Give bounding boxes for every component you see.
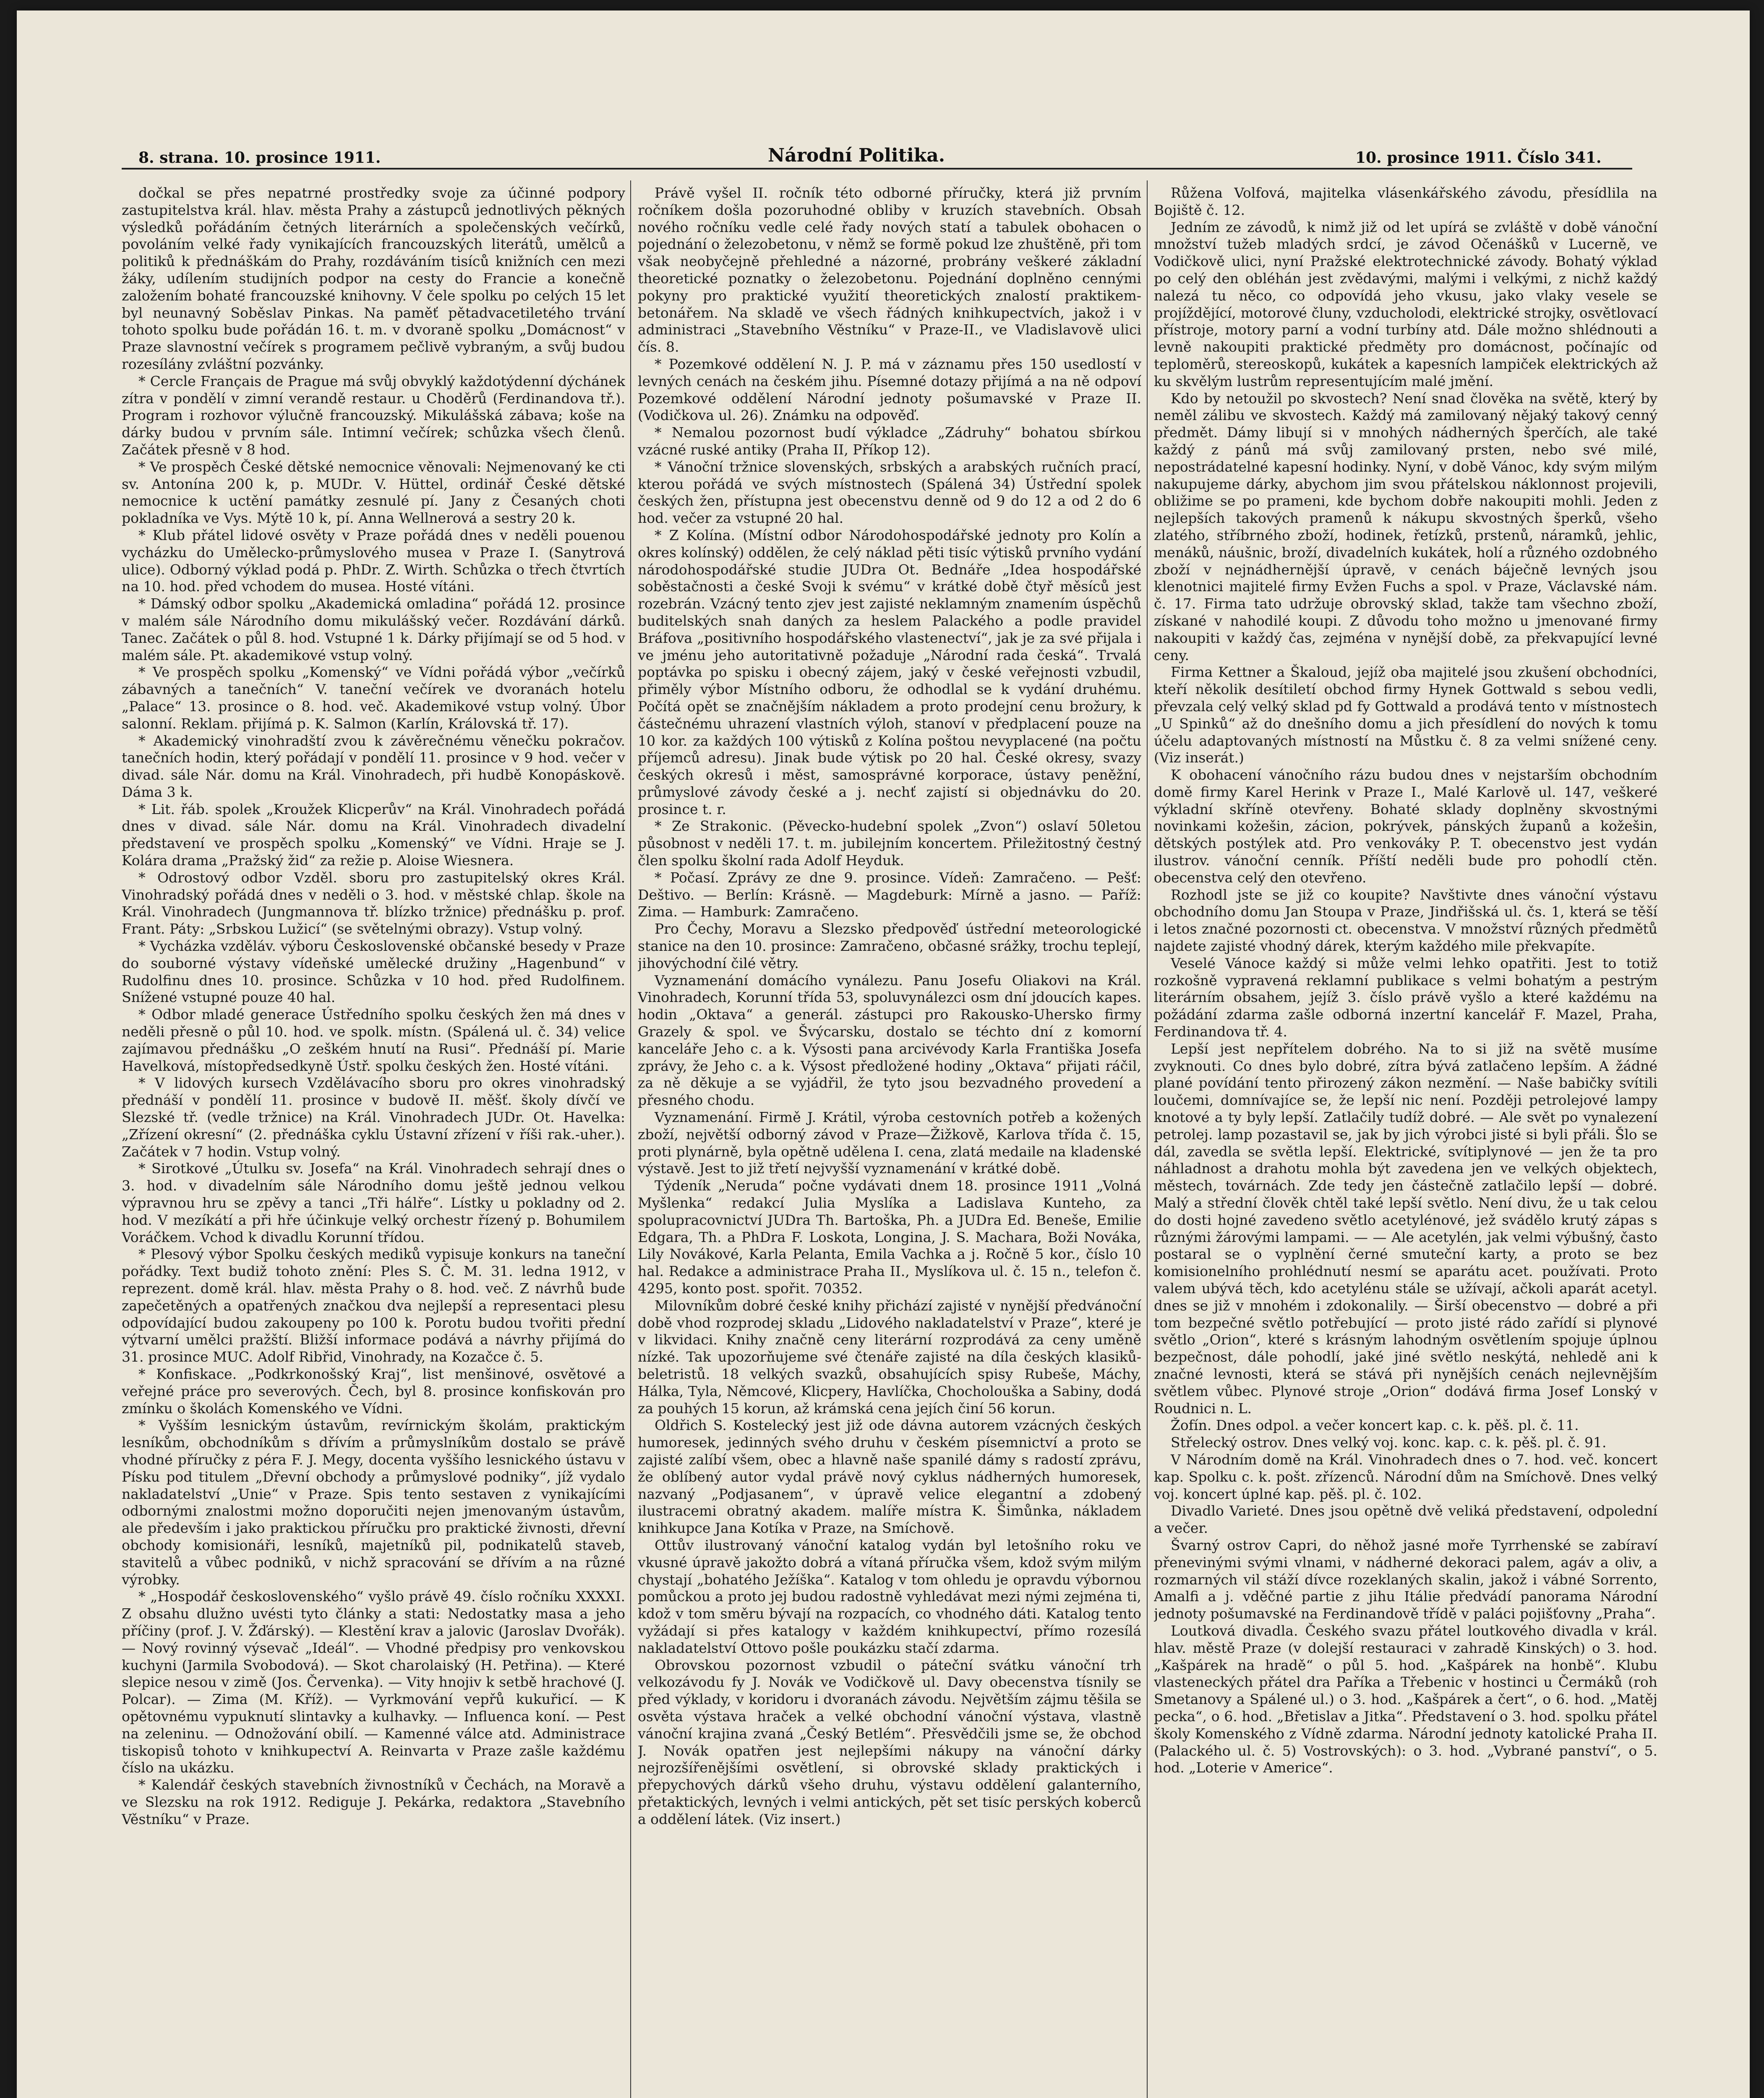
article-paragraph: Oldřich S. Kostelecký jest již ode dávna autorem vzácných českých humoresek, jedinných svého druhu v českém písemnictví a proto se zajisté zalíbí všem, obec a hlavně naše spanilé dámy s radostí zprávu, že oblíbený autor vydal právě nový cyklus nádherných humoresek, nazvaný „Podjasanem“, v úpravě velice elegantní a zdobený ilustracemi obratný akadem. malíře místra K. Šimůnka, nákladem knihkupce Jana Kotíka v Praze, na Smíchově.: [638, 1417, 1141, 1537]
article-paragraph: Veselé Vánoce každý si může velmi lehko opatřiti. Jest to totiž rozkošně vypravená reklamní publikace s velmi bohatým a pestrým literárním obsahem, jejíž 3. číslo právě vyšlo a které každému na požádání zdarma zašle odborná inzertní kancelář F. Mazel, Praha, Ferdinandova tř. 4.: [1154, 955, 1657, 1040]
article-paragraph: V Národním domě na Král. Vinohradech dnes o 7. hod. več. koncert kap. Spolku c. k. pošt. zřízenců. Národní dům na Smíchově. Dnes velký voj. koncert úplné kap. pěš. pl. č. 102.: [1154, 1451, 1657, 1502]
column-divider: [630, 180, 631, 2098]
article-paragraph: Vyznamenání. Firmě J. Krátil, výroba cestovních potřeb a kožených zboží, největší odborný závod v Praze—Žižkově, Karlova třída č. 15, proti plynárně, byla opětně udělena I. cena, zlatá medaile na kladenské výstavě. Jest to již třetí nejvyšší vyznamenání v krátké době.: [638, 1109, 1141, 1177]
article-paragraph: Milovníkům dobré české knihy přichází zajisté v nynější předvánoční době vhod rozprodej skladu „Lidového nakladatelství v Praze“, které je v likvidaci. Knihy značně ceny literární rozprodává za ceny uměně nízké. Tak upozorňujeme své čtenáře zajisté na díla českých klasiků-beletristů. 18 velkých svazků, obsahujících spisy Rubeše, Máchy, Hálka, Tyla, Němcové, Klicpery, Havlíčka, Chocholouška a Sabiny, dodá za pouhých 15 korun, až krámská cena jejích činí 56 korun.: [638, 1297, 1141, 1417]
article-paragraph: * Lit. řáb. spolek „Kroužek Klicperův“ na Král. Vinohradech pořádá dnes v divad. sále Nár. domu na Král. Vinohradech divadelní představení ve prospěch spolku „Komenský“ ve Vídni. Hraje se J. Kolára drama „Pražský žid“ za režie p. Aloise Wiesnera.: [122, 801, 625, 869]
article-paragraph: * V lidových kursech Vzdělávacího sboru pro okres vinohradský přednáší v pondělí 11. prosince v budově II. měšť. školy dívčí ve Slezské tř. (vedle tržnice) na Král. Vinohradech JUDr. Ot. Havelka: „Zřízení okresní“ (2. přednáška cyklu Ústavní zřízení v říši rak.-uher.). Začátek v 7 hodin. Vstup volný.: [122, 1075, 625, 1160]
article-paragraph: * Konfiskace. „Podkrkonošský Kraj“, list menšinové, osvětové a veřejné práce pro severových. Čech, byl 8. prosince konfiskován pro zmínku o školách Komenského ve Vídni.: [122, 1365, 625, 1417]
article-paragraph: * Nemalou pozornost budí výkladce „Zádruhy“ bohatou sbírkou vzácné ruské antiky (Praha II, Příkop 12).: [638, 424, 1141, 458]
newspaper-title: Národní Politika.: [768, 145, 945, 166]
article-paragraph: Lepší jest nepřítelem dobrého. Na to si již na světě musíme zvyknouti. Co dnes bylo dobré, zítra bývá zatlačeno lepším. A žádné plané povídání tento přirozený zákon nezmění. — Naše babičky svítili loučemi, domnívajíce se, že lepší nic není. Později petrolejové lampy knotové a ty byly lepší. Zatlačily tudíž dobré. — Ale svět po vynalezení petrolej. lamp pozastavil se, jak by jich výrobci jisté si byli přáli. Šlo se dál, zavedla se světla lepší. Elektrické, svítiplynové — jen že ta pro náhladnost a drahotu mohla být zavedena jen ve velkých objektech, městech, továrnách. Zde tedy jen částečně zatlačilo lepší — dobré. Malý a střední člověk chtěl také lepší světlo. Není divu, že u tak celou do dosti hojné zavedeno světlo acetylénové, jež svádělo krutý zápas s různými žárovými lampami. — — Ale acetylén, jak velmi výbušný, často postaral se o vyplnění černé smuteční karty, a proto se bez komisionelního prohlédnutí nesmí se aparátu acet. používati. Proto valem ubývá těch, kdo acetylénu stále se užívají, ačkoli aparát acetyl. dnes se již v mnohém i zdokonalily. — Širší obecenstvo — dobré a při tom bezpečné světlo potřebující — proto jisté rádo zařídí si plynové světlo „Orion“, které s krásným lahodným osvětlením spojuje úplnou bezpečnost, dále pohodlí, jaké jiné světlo neskýtá, nehledě ani k značné levnosti, která se stává při nynějších cenách nejlevnějším světlem vůbec. Plynové stroje „Orion“ dodává firma Josef Lonský v Roudnici n. L.: [1154, 1040, 1657, 1417]
article-paragraph: Švarný ostrov Capri, do něhož jasné moře Tyrrhenské se zabíraví přenevinými svými vlnami, v nádherné dekoraci palem, agáv a oliv, a rozmarných vil stáží dívce rozeklaných skalin, jakož i vábné Sorrento, Amalfi a j. vděčné partie z jihu Itálie předvádí panorama Národní jednoty pošumavské na Ferdinandově třídě v paláci pojišťovny „Praha“.: [1154, 1537, 1657, 1622]
article-paragraph: * Ve prospěch České dětské nemocnice věnovali: Nejmenovaný ke cti sv. Antonína 200 k, p. MUDr. V. Hüttel, ordinář České dětské nemocnice k uctění památky zesnulé pí. Jany z Česaných choti pokladníka ve Vys. Mýtě 10 k, pí. Anna Wellnerová a sestry 20 k.: [122, 458, 625, 527]
article-paragraph: Střelecký ostrov. Dnes velký voj. konc. kap. c. k. pěš. pl. č. 91.: [1171, 1434, 1607, 1451]
article-paragraph: * Sirotkové „Útulku sv. Josefa“ na Král. Vinohradech sehrají dnes o 3. hod. v divadelním sále Národního domu ještě jednou velkou výpravnou hru se zpěvy a tanci „Tři hálře“. Lístky u pokladny od 2. hod. V mezíkátí a při hře účinkuje velký orchestr řízený p. Bohumilem Voráčkem. Vchod k divadlu Korunní třídou.: [122, 1160, 625, 1245]
column-divider: [1147, 180, 1148, 2098]
article-paragraph: * Klub přátel lidové osvěty v Praze pořádá dnes v neděli pouenou vycházku do Umělecko-průmyslového musea v Praze I. (Sanytrová ulice). Odborný výklad podá p. PhDr. Z. Wirth. Schůzka o třech čtvrtích na 10. hod. před vchodem do musea. Hosté vítáni.: [122, 527, 625, 595]
column-middle: [638, 185, 1141, 2098]
article-paragraph: * Vycházka vzděláv. výboru Československé občanské besedy v Praze do souborné výstavy vídeňské umělecké družiny „Hagenbund“ v Rudolfinu dnes 10. prosince. Schůzka v 10 hod. před Rudolfinem. Snížené vstupné pouze 40 hal.: [122, 938, 625, 1006]
article-paragraph: * Vánoční tržnice slovenských, srbských a arabských ručních prací, kterou pořádá ve svých místnostech (Spálená 34) Ústřední spolek českých žen, přístupna jest obecenstvu denně od 9 do 12 a od 2 do 6 hod. večer za vstupné 20 hal.: [638, 458, 1141, 527]
article-paragraph: K obohacení vánočního rázu budou dnes v nejstarším obchodním domě firmy Karel Herink v Praze I., Malé Karlově ul. 147, veškeré výkladní skříně otevřeny. Bohaté sklady doplněny skvostnými novinkami kožešin, zácion, pokrývek, pánských županů a kožešin, dětských postýlek atd. Pro venkováky P. T. obecenstvo jest vydán ilustrov. vánoční cenník. Příští neděli bude pro pohodlí ctěn. obecenstva celý den otevřeno.: [1154, 767, 1657, 886]
column-right: [1154, 185, 1657, 2098]
article-paragraph: Právě vyšel II. ročník této odborné příručky, která již prvním ročníkem došla pozoruhodné obliby v kruzích stavebních. Obsah nového ročníku vedle celé řady nových statí a tabulek obohacen o pojednání o železobetonu, v němž se formě pokud lze zhuštěně, při tom však neobyčejně přehledné a názorné, probrány veškeré základní theoretické poznatky o železobetonu. Pojednání doplněno cennými pokyny pro praktické využití theoretických znalostí praktikem-betonářem. Na skladě ve všech řádných knihkupectvích, jakož i v administraci „Stavebního Věstníku“ v Praze-II., ve Vladislavově ulici čís. 8.: [638, 185, 1141, 355]
article-paragraph: * Ve prospěch spolku „Komenský“ ve Vídni pořádá výbor „večírků zábavných a tanečních“ V. taneční večírek ve dvoranách hotelu „Palace“ 13. prosince o 8. hod. več. Akademikové vstup volný. Úbor salonní. Reklam. přijímá p. K. Salmon (Karlín, Královská tř. 17).: [122, 664, 625, 732]
article-paragraph: * Počasí. Zprávy ze dne 9. prosince. Vídeň: Zamračeno. — Pešť: Deštivo. — Berlín: Krásně. — Magdeburk: Mírně a jasno. — Paříž: Zima. — Hamburk: Zamračeno.: [638, 869, 1141, 920]
article-paragraph: * Cercle Français de Prague má svůj obvyklý každotýdenní dýchánek zítra v pondělí v zimní verandě restaur. u Choděrů (Ferdinandova tř.). Program i rozhovor výlučně francouzský. Mikulášská zábava; koše na dárky budou v prvním sále. Intimní večírek; schůzka všech členů. Začátek přesně v 8 hod.: [122, 373, 625, 458]
article-paragraph: * Dámský odbor spolku „Akademická omladina“ pořádá 12. prosince v malém sále Národního domu mikulášský večer. Rozdávání dárků. Tanec. Začátek o půl 8. hod. Vstupné 1 k. Dárky přijímají se od 5 hod. v malém sále. Pt. akademikové vstup volný.: [122, 595, 625, 663]
column-left: [122, 185, 625, 2098]
article-paragraph: * Akademický vinohradští zvou k závěrečnému věnečku pokračov. tanečních hodin, který pořádají v pondělí 11. prosince v 9 hod. večer v divad. sále Nár. domu na Král. Vinohradech, při hudbě Konopáskově. Dáma 3 k.: [122, 732, 625, 800]
article-paragraph: * Odrostový odbor Vzděl. sboru pro zastupitelský okres Král. Vinohradský pořádá dnes v neděli o 3. hod. v městské chlap. škole na Král. Vinohradech (Jungmannova tř. blízko tržnice) přednášku p. prof. Frant. Páty: „Srbskou Lužicí“ (se světelnými obrazy). Vstup volný.: [122, 869, 625, 937]
page-number-date: 8. strana. 10. prosince 1911.: [138, 149, 381, 167]
article-paragraph: Vyznamenání domácího vynálezu. Panu Josefu Oliakovi na Král. Vinohradech, Korunní třída 53, spoluvynálezci osm dní jdoucích kapes. hodin „Oktava“ a generál. zástupci pro Rakousko-Uhersko firmy Grazely & spol. ve Švýcarsku, dostalo se téchto dní z komorní kanceláře Jeho c. a k. Výsosti pana arcivévody Karla Františka Josefa zprávy, že Jeho c. a k. Výsost předložené hodiny „Oktava“ přijati ráčil, za ně děkuje a se vyjádřil, že tyto jsou bezvadného provedení a přesného chodu.: [638, 972, 1141, 1109]
article-paragraph: dočkal se přes nepatrné prostředky svoje za účinné podpory zastupitelstva král. hlav. města Prahy a zástupců jednotlivých pěkných výsledků pořádáním četných literárních a společenských večírků, povoláním velké řady vynikajících francouzských literátů, umělců a politiků k přednáškám do Prahy, rozdáváním tisíců knižních cen mezi žáky, udílením studijních podpor na cesty do Francie a konečně založením bohaté francouzské knihovny. V čele spolku po celých 15 let byl neunavný Soběslav Pinkas. Na paměť pětadvacetiletého trvání tohoto spolku bude pořádán 16. t. m. v dvoraně spolku „Domácnost“ v Praze slavnostní večírek s programem pečlivě vybraným, a svůj budou rozesílány zvláštní pozvánky.: [122, 185, 625, 372]
article-paragraph: Ottův ilustrovaný vánoční katalog vydán byl letošního roku ve vkusné úpravě jakožto dobrá a vítaná příručka všem, kdož svým milým chystají „bohatého Ježíška“. Katalog v tom ohledu je opravdu výbornou pomůckou a proto jej budou radostně vyhledávat mezi nými zejména ti, kdož v tom směru bývají na rozpacích, co vhodného dáti. Katalog tento vyžádají si přes katalogy v každém knihkupectví, přímo rozesílá nakladatelství Ottovo pošle poukázku stačí zdarma.: [638, 1537, 1141, 1656]
article-paragraph: * Pozemkové oddělení N. J. P. má v záznamu přes 150 usedlostí v levných cenách na českém jihu. Písemné dotazy přijímá a na ně odpoví Pozemkové oddělení Národní jednoty pošumavské v Praze II. (Vodičkova ul. 26). Známku na odpověď.: [638, 355, 1141, 424]
article-paragraph: * Z Kolína. (Místní odbor Národohospodářské jednoty pro Kolín a okres kolínský) oddělen, že celý náklad pěti tisíc výtisků prvního vydání národohospodářské studie JUDra Ot. Bednáře „Idea hospodářské soběstačnosti a české Svoji k svému“ v krátké době čtyř měsíců jest rozebrán. Vzácný tento zjev jest zajisté neklamným znamením úspěchů buditelských snah daných za heslem Palackého a podle pravidel Bráfova „positivního hospodářského vlastenectví“, jak je za své přijala i ve jménu jeho autoritativně požaduje „Národní rada česká“. Trvalá poptávka po spisku i obecný zájem, jaký v české veřejnosti vzbudil, přiměly výbor Místního odboru, že odhodlal se k vydání druhému. Počítá opět se značnějším nákladem a proto prodejní cenu brožury, k částečnému uhrazení vlastních výloh, stanoví v předplacení pouze na 10 kor. za každých 100 výtisků z Kolína poštou nevyplacené (na počtu příjemců adresu). Jinak bude výtisk po 20 hal. České okresy, svazy českých okresů i měst, samosprávné korporace, ústavy peněžní, průmyslové závody české a j. nechť zajistí si objednávku do 20. prosince t. r.: [638, 527, 1141, 817]
article-paragraph: Obrovskou pozornost vzbudil o páteční svátku vánoční trh velkozávodu fy J. Novák ve Vodičkově ul. Davy obecenstva tísnily se před výklady, v koridoru i dvoranách závodu. Největším zájmu těšila se osvěta výstava hraček a velké obchodní vánoční výstava, vlastně vánoční krajina zvaná „Český Betlém“. Přesvědčili jsme se, že obchod J. Novák opatřen jest nejlepšími nákupy na vánoční dárky nejrozšířenějšími osvětlení, si obrovské sklady praktických i přepychových dárků všeho druhu, výstavu oddělení galanterního, přetaktických, levných i velmi antických, pět set tisíc perských koberců a oddělení látek. (Viz insert.): [638, 1657, 1141, 1827]
article-paragraph: Divadlo Varieté. Dnes jsou opětně dvě veliká představení, odpolední a večer.: [1154, 1503, 1657, 1537]
article-paragraph: Firma Kettner a Škaloud, jejíž oba majitelé jsou zkušení obchodníci, kteří několik desítiletí obchod firmy Hynek Gottwald s sebou vedli, převzala celý velký sklad pd fy Gottwald a prodává tento v místnostech „U Spinků“ až do dnešního domu a jich přesídlení do nových k tomu účelu adaptovaných místností na Můstku č. 8 za velmi snížené ceny. (Viz inserát.): [1154, 664, 1657, 766]
issue-date-number: 10. prosince 1911. Číslo 341.: [1355, 149, 1602, 167]
article-paragraph: * Ze Strakonic. (Pěvecko-hudební spolek „Zvon“) oslaví 50letou působnost v neděli 17. t. m. jubilejním koncertem. Přiležitostný čestný člen spolku školní rada Adolf Heyduk.: [638, 818, 1141, 869]
article-paragraph: Týdeník „Neruda“ počne vydávati dnem 18. prosince 1911 „Volná Myšlenka“ redakcí Julia Myslíka a Ladislava Kunteho, za spolupracovnictví JUDra Th. Bartoška, Ph. a JUDra Ed. Beneše, Emilie Edgara, Th. a PhDra F. Loskota, Longina, J. S. Machara, Boži Nováka, Lily Novákové, Karla Pelanta, Emila Vachka a j. Ročně 5 kor., číslo 10 hal. Redakce a administrace Praha II., Myslíkova ul. č. 15 n., telefon č. 4295, konto post. spořit. 70352.: [638, 1177, 1141, 1297]
masthead-rule: [122, 168, 1632, 170]
article-paragraph: Pro Čechy, Moravu a Slezsko předpověď ústřední meteorologické stanice na den 10. prosince: Zamračeno, občasné srážky, trochu teplejí, jihovýchodní čilé větry.: [638, 921, 1141, 971]
article-paragraph: * Odbor mladé generace Ústředního spolku českých žen má dnes v neděli přesně o půl 10. hod. ve spolk. místn. (Spálená ul. č. 34) velice zajímavou přednášku „O zeškém hnutí na Rusi“. Přednáší pí. Marie Havelková, místopředsedkyně Ústř. spolku českých žen. Hosté vítáni.: [122, 1006, 625, 1074]
article-paragraph: Rozhodl jste se již co koupite? Navštivte dnes vánoční výstavu obchodního domu Jan Stoupa v Praze, Jindřišská ul. čs. 1, která se těší i letos značné pozornosti ct. obecenstva. V množství různých předmětů najdete zajisté vhodný dárek, kterým každého mile překvapíte.: [1154, 886, 1657, 955]
article-paragraph: * „Hospodář československého“ vyšlo právě 49. číslo ročníku XXXXI. Z obsahu dlužno uvésti tyto články a stati: Nedostatky masa a jeho příčiny (prof. J. V. Žďárský). — Klestění krav a jalovic (Jaroslav Dvořák). — Nový rovinný výsevač „Ideál“. — Vhodné předpisy pro venkovskou kuchyni (Jarmila Svobodová). — Skot charolaiský (H. Petřina). — Které slepice nesou v zimě (Jos. Červenka). — Vity hnojiv k setbě hrachové (J. Polcar). — Zima (M. Kříž). — Vyrkmování vepřů kukuřicí. — K opětovnému vypuknutí slintavky a kulhavky. — Influenca koní. — Pest na zeleninu. — Odnožování obilí. — Kamenné válce atd. Administrace tiskopisů tohoto v knihkupectví A. Reinvarta v Praze zašle každému číslo na ukázku.: [122, 1588, 625, 1776]
article-paragraph: Loutková divadla. Českého svazu přátel loutkového divadla v král. hlav. městě Praze (v dolejší restauraci v zahradě Kinských) o 3. hod. „Kašpárek na hradě“ o půl 5. hod. „Kašpárek na honbě“. Klubu vlasteneckých přátel dra Paříka a Třebenic v hostinci u Čermáků (roh Smetanovy a Spálené ul.) o 3. hod. „Kašpárek a čert“, o 6. hod. „Matěj pecka“, o 6. hod. „Břetislav a Jitka“. Představení o 3. hod. spolku přátel školy Komenského z Vídně zdarma. Národní jednoty katolické Praha II. (Palackého ul. č. 5) Vostrovských): o 3. hod. „Vybrané panství“, o 5. hod. „Loterie v Americe“.: [1154, 1622, 1657, 1776]
article-paragraph: * Vyšším lesnickým ústavům, revírnickým školám, praktickým lesníkům, obchodníkům s dřívím a průmyslníkům dostalo se právě vhodné příručky z péra F. J. Megy, docenta vyššího lesnického ústavu v Písku pod titulem „Dřevní obchody a průmyslové podniky“, jíž vydalo nakladatelství „Unie“ v Praze. Spis tento sestaven z vynikajícími odbornými znalostmi možno doporučiti nejen jmenovaným ústavům, ale především i jako praktickou příručku pro praktické živnosti, dřevní obchody komisionáři, lesníků, majetníků pil, podnikatelů staveb, stavitelů a vůbec podniků, v nichž spracování se dřívím a na různé výrobky.: [122, 1417, 625, 1588]
article-paragraph: * Plesový výbor Spolku českých mediků vypisuje konkurs na taneční pořádky. Text budiž tohoto znění: Ples S. Č. M. 31. ledna 1912, v reprezent. domě král. hlav. města Prahy o 8. hod. več. Z návrhů bude zapečetěných a opatřených značkou dva nejlepší a representaci plesu odpovídající budou zakoupeny po 100 k. Porotu budou tvořiti přední výtvarní umělci pražští. Bližší informace podává a návrhy přijímá do 31. prosince MUC. Adolf Ribřid, Vinohrady, na Kozačce č. 5.: [122, 1246, 625, 1365]
article-paragraph: Kdo by netoužil po skvostech? Není snad člověka na světě, který by neměl zálibu ve skvostech. Každý má zamilovaný nějaký takový cenný předmět. Dámy libují si v mnohých nádherných šperčích, ale také každý z pánů má svůj zamilovaný prsten, nebo své milé, nepostrádatelné kapesní hodinky. Nyní, v době Vánoc, kdy svým milým nakupujeme dárky, abychom jim svou přátelskou náklonnost projevili, obližime se po prameni, kde bychom dobře nakoupiti mohli. Jeden z nejlepších takových pramenů k nákupu skvostných šperků, všeho zlatého, stříbrného zboží, hodinek, řetízků, prstenů, náramků, jehlic, menáků, náušnic, broží, divadelních kukátek, holí a různého ozdobného zboží v nejnádhernější úpravě, v cenách báječně levných jsou klenotnici majitelé firmy Evžen Fuchs a spol. v Praze, Václavské nám. č. 17. Firma tato udržuje obrovský sklad, takže tam všechno zboží, získané v nahodilé koupi. Z důvodu toho možno u jmenované firmy nakoupiti v každý čas, zejména v nynější době, za překvapující levné ceny.: [1154, 390, 1657, 663]
article-paragraph: Jedním ze závodů, k nimž již od let upírá se zvláště v době vánoční množství tužeb mladých srdcí, je závod Očenášků v Lucerně, ve Vodičkově ulici, nyní Pražské elektrotechnické závody. Bohatý výklad po celý den obléhán jest zvědavými, malými i velkými, z nichž každý nalezá tu něco, co odpovídá jeho vkusu, jako vlaky vesele se projíždějící, motorové čluny, vzducholodi, elektrické strojky, osvětlovací přístroje, motory parní a vodní turbíny atd. Dále možno shlédnouti a levně nakoupiti praktické předměty pro domácnost, počínajíc od teploměrů, stereoskopů, kukátek a kapesních lampiček elektrických až ku skvělým lustrům representujícím malé jmění.: [1154, 219, 1657, 389]
article-paragraph: * Kalendář českých stavebních živnostníků v Čechách, na Moravě a ve Slezsku na rok 1912. Rediguje J. Pekárka, redaktora „Stavebního Věstníku“ v Praze.: [122, 1777, 625, 1827]
article-paragraph: Růžena Volfová, majitelka vlásenkářského závodu, přesídlila na Bojiště č. 12.: [1154, 185, 1657, 218]
article-paragraph: Žofín. Dnes odpol. a večer koncert kap. c. k. pěš. pl. č. 11.: [1171, 1417, 1579, 1434]
